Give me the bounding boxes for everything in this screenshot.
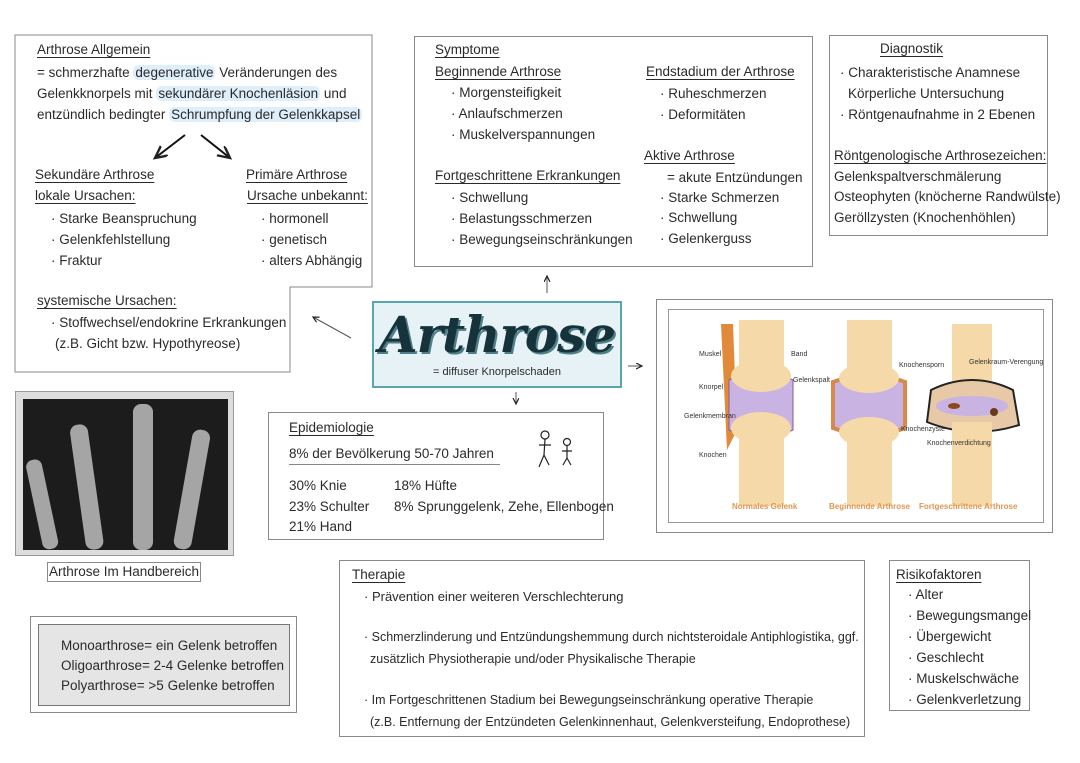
list-item: · Stoffwechsel/endokrine Erkrankungen — [51, 315, 287, 330]
list-item: 23% Schulter — [289, 499, 370, 514]
sekundaer-sub: lokale Ursachen: — [35, 188, 136, 203]
list-item: Geröllzysten (Knochenhöhlen) — [834, 210, 1016, 225]
forms-box — [30, 616, 297, 713]
roentgen-title: Röntgenologische Arthrosezeichen: — [834, 148, 1047, 163]
primaer-title: Primäre Arthrose — [246, 167, 348, 182]
text: und — [320, 86, 347, 101]
page-title: Arthrose — [378, 305, 616, 364]
allgemein-line2 — [37, 84, 346, 104]
label-knochensporn: Knochensporn — [899, 362, 945, 369]
list-item: · Im Fortgeschrittenen Stadium bei Bewegungseinschränkung operative Therapie — [364, 693, 814, 707]
symptome-title: Symptome — [435, 42, 500, 57]
list-item: 21% Hand — [289, 519, 353, 534]
list-item: 18% Hüfte — [394, 478, 458, 493]
list-item: · Belastungsschmerzen — [451, 211, 593, 226]
list-item: Gelenkspaltverschmälerung — [834, 169, 1002, 184]
systemisch-title: systemische Ursachen: — [37, 293, 177, 308]
list-item: zusätzlich Physiotherapie und/oder Physikalische Therapie — [370, 652, 696, 666]
list-item: · Gelenkfehlstellung — [51, 232, 171, 247]
list-item: · Starke Schmerzen — [660, 190, 780, 205]
label-knochenverdichtung: Knochenverdichtung — [927, 440, 991, 447]
list-item: · Anlaufschmerzen — [451, 106, 563, 121]
list-item: · Übergewicht — [908, 629, 992, 644]
highlight: degenerative — [135, 65, 214, 80]
list-item: 8% Sprunggelenk, Zehe, Ellenbogen — [394, 499, 614, 514]
forms-inner — [38, 624, 290, 706]
diagnostik-title: Diagnostik — [880, 41, 944, 56]
list-item: · Charakteristische Anamnese — [840, 65, 1021, 80]
symptome-box — [414, 36, 813, 267]
label-gelenkmembran: Gelenkmembran — [684, 413, 736, 420]
risikofaktoren-box — [889, 560, 1030, 711]
list-item: 30% Knie — [289, 478, 347, 493]
list-item: Körperliche Untersuchung — [848, 86, 1005, 101]
label-knorpel: Knorpel — [699, 384, 724, 391]
text: Gelenkknorpels mit — [37, 86, 157, 101]
list-item: (z.B. Gicht bzw. Hypothyreose) — [55, 336, 241, 351]
list-item: · Ruheschmerzen — [660, 86, 767, 101]
fortgeschritten-title: Fortgeschrittene Erkrankungen — [435, 168, 621, 183]
list-item: · Gelenkerguss — [660, 231, 752, 246]
list-item: (z.B. Entfernung der Entzündeten Gelenkinnenhaut, Gelenkversteifung, Endoprothese) — [370, 715, 851, 729]
label-gelenkraum-verengung: Gelenkraum-Verengung — [969, 359, 1044, 366]
list-item: · Bewegungsmangel — [908, 608, 1032, 623]
aktive-title: Aktive Arthrose — [644, 148, 735, 163]
label-knochen: Knochen — [699, 452, 727, 459]
label-band: Band — [791, 351, 808, 358]
list-item: Monoarthrose= ein Gelenk betroffen — [61, 638, 278, 653]
joint-diagram-box — [656, 299, 1053, 533]
list-item: Polyarthrose= >5 Gelenke betroffen — [61, 678, 275, 693]
sekundaer-title: Sekundäre Arthrose — [35, 167, 155, 182]
caption-beginnend: Beginnende Arthrose — [829, 502, 911, 511]
allgemein-line1 — [37, 63, 337, 83]
caption-normal: Normales Gelenk — [732, 502, 798, 511]
xray-caption: Arthrose Im Handbereich — [47, 562, 201, 582]
list-item: · Morgensteifigkeit — [451, 85, 562, 100]
allgemein-section — [15, 35, 372, 372]
page-subtitle: = diffuser Knorpelschaden — [433, 366, 561, 378]
list-item: = akute Entzündungen — [667, 170, 803, 185]
text: Veränderungen des — [215, 65, 338, 80]
stick-figures-icon — [531, 429, 579, 471]
xray-frame — [15, 391, 234, 556]
list-item: · Muskelschwäche — [908, 671, 1020, 686]
beginnende-title: Beginnende Arthrose — [435, 64, 562, 79]
therapie-title: Therapie — [352, 567, 406, 582]
highlight: sekundärer Knochenläsion — [158, 86, 319, 101]
risiko-title: Risikofaktoren — [896, 567, 982, 582]
list-item: Oligoarthrose= 2-4 Gelenke betroffen — [61, 658, 285, 673]
list-item: · Geschlecht — [908, 650, 984, 665]
list-item: Osteophyten (knöcherne Randwülste) — [834, 189, 1061, 204]
therapie-box — [339, 560, 865, 737]
list-item: · genetisch — [261, 232, 328, 247]
epidemiologie-box — [268, 412, 614, 540]
xray-image — [23, 399, 228, 550]
allgemein-line3 — [37, 105, 362, 125]
text: = schmerzhafte — [37, 65, 134, 80]
list-item: · Schwellung — [660, 210, 738, 225]
beginning-joint — [833, 320, 905, 506]
joint-diagram — [668, 309, 1044, 523]
list-item: · Muskelverspannungen — [451, 127, 596, 142]
list-item: · Schmerzlinderung und Entzündungshemmung durch nichtsteroidale Antiphlogistika, ggf. — [364, 630, 859, 644]
label-muskel: Muskel — [699, 351, 722, 358]
list-item: · Gelenkverletzung — [908, 692, 1022, 707]
title-box — [372, 301, 622, 388]
list-item: · alters Abhängig — [261, 253, 363, 268]
advanced-joint — [927, 324, 1019, 506]
list-item: · Röntgenaufnahme in 2 Ebenen — [840, 107, 1036, 122]
text: entzündlich bedingter — [37, 107, 170, 122]
endstadium-title: Endstadium der Arthrose — [646, 64, 795, 79]
list-item: · Schwellung — [451, 190, 529, 205]
list-item: · Alter — [908, 587, 944, 602]
primaer-sub: Ursache unbekannt: — [247, 188, 368, 203]
epi-title: Epidemiologie — [289, 420, 374, 435]
label-knochenzyste: Knochenzyste — [901, 426, 945, 433]
allgemein-title: Arthrose Allgemein — [37, 42, 151, 57]
epi-main: 8% der Bevölkerung 50-70 Jahren — [289, 444, 500, 465]
normal-joint — [729, 320, 793, 506]
caption-fortgeschritten: Fortgeschrittene Arthrose — [919, 502, 1018, 511]
list-item: · Fraktur — [51, 253, 103, 268]
list-item: · Prävention einer weiteren Verschlechterung — [364, 589, 624, 604]
highlight: Schrumpfung der Gelenkkapsel — [171, 107, 361, 122]
list-item: · hormonell — [261, 211, 329, 226]
list-item: · Bewegungseinschränkungen — [451, 232, 633, 247]
list-item: · Starke Beanspruchung — [51, 211, 197, 226]
label-gelenkspalt: Gelenkspalt — [793, 377, 830, 384]
list-item: · Deformitäten — [660, 107, 746, 122]
diagnostik-box — [829, 35, 1061, 236]
